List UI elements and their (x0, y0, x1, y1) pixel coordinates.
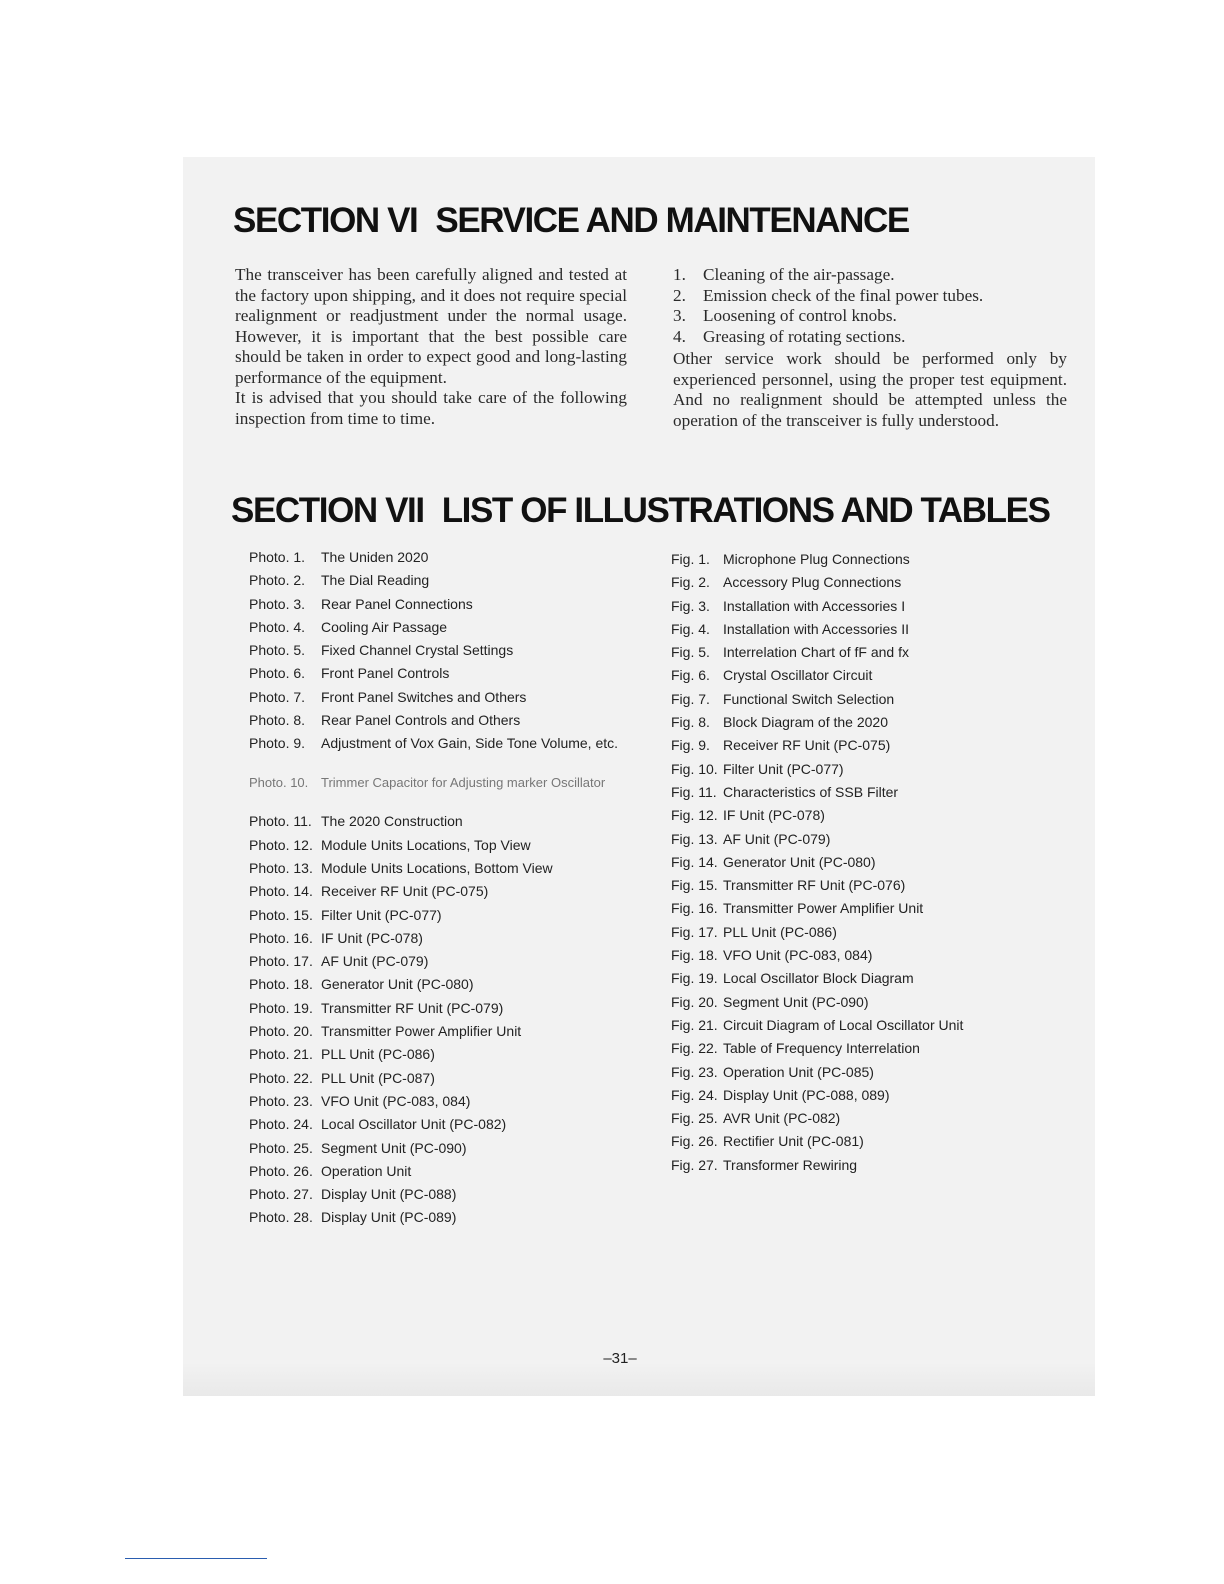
figure-entry-label: Fig. 23. (671, 1063, 718, 1080)
figure-entry (671, 924, 963, 947)
figure-entry-title: Rectifier Unit (PC-081) (723, 1133, 864, 1150)
inspection-item (673, 265, 1067, 286)
photo-entry-label: Photo. 26. (249, 1162, 313, 1179)
photo-entry (249, 953, 621, 976)
figure-entry-label: Fig. 3. (671, 597, 710, 614)
figure-entry (671, 1087, 963, 1110)
figure-entry-label: Fig. 21. (671, 1016, 718, 1033)
footnote-rule (125, 1558, 267, 1559)
figure-entry (671, 598, 963, 621)
photo-entry (249, 549, 621, 572)
photo-entry-label: Photo. 4. (249, 618, 306, 635)
figure-entry-title: Local Oscillator Block Diagram (723, 970, 914, 987)
photo-entry-title: Module Units Locations, Bottom View (321, 859, 553, 876)
figure-entry (671, 621, 963, 644)
photo-entry-label: Photo. 11. (249, 813, 312, 830)
photo-entry-label: Photo. 7. (249, 688, 306, 705)
photo-entry (249, 907, 621, 930)
photo-entry-label: Photo. 9. (249, 735, 306, 752)
photo-entry-label: Photo. 14. (249, 883, 313, 900)
intro-paragraph: It is advised that you should take care of the following inspection from time to time. (235, 388, 627, 428)
photo-entry-label: Photo. 24. (249, 1116, 313, 1133)
figure-entry (671, 900, 963, 923)
photo-entry-title: AF Unit (PC-079) (321, 953, 429, 970)
photo-entry-title: Segment Unit (PC-090) (321, 1139, 467, 1156)
photo-entry-label: Photo. 3. (249, 595, 306, 612)
figure-entry-label: Fig. 1. (671, 551, 710, 567)
photo-entry-label: Photo. 5. (249, 642, 306, 659)
photo-entry-label: Photo. 10. (249, 775, 309, 791)
photo-entry (249, 1209, 621, 1232)
photo-entry-label: Photo. 23. (249, 1092, 313, 1109)
figure-list (671, 551, 963, 1180)
inspection-number: 4. (673, 326, 686, 346)
inspection-number: 1. (673, 265, 686, 284)
photo-entry (249, 883, 621, 906)
figure-entry (671, 1064, 963, 1087)
figure-entry-label: Fig. 25. (671, 1110, 718, 1127)
section-vii-heading (231, 491, 1050, 531)
photo-entry (249, 1000, 621, 1023)
figure-entry-label: Fig. 24. (671, 1086, 718, 1103)
service-note: Other service work should be performed only by experienced personnel, using the proper test equipment. And no realignment should be attempted unless the operation of the transceiver is fully understood. (673, 349, 1067, 430)
figure-entry-label: Fig. 27. (671, 1156, 718, 1173)
section-vi-heading (233, 201, 909, 241)
figure-entry-label: Fig. 18. (671, 947, 718, 964)
photo-entry-title: Module Units Locations, Top View (321, 836, 531, 853)
figure-entry-title: Installation with Accessories I (723, 597, 906, 614)
figure-entry-label: Fig. 12. (671, 807, 718, 824)
photo-entry-title: Front Panel Controls (321, 665, 450, 682)
photo-entry (249, 665, 621, 688)
figure-entry-label: Fig. 16. (671, 900, 718, 917)
figure-entry-title: Transmitter Power Amplifier Unit (723, 900, 924, 917)
photo-entry-label: Photo. 22. (249, 1069, 313, 1086)
figure-entry-label: Fig. 9. (671, 737, 710, 754)
photo-entry-label: Photo. 25. (249, 1139, 313, 1156)
photo-entry-label: Photo. 20. (249, 1023, 313, 1040)
photo-entry-title: Transmitter RF Unit (PC-079) (321, 999, 504, 1016)
figure-entry-title: Transformer Rewiring (723, 1156, 858, 1173)
photo-entry-title: The Dial Reading (321, 572, 430, 589)
figure-entry (671, 970, 963, 993)
photo-entry-title: Generator Unit (PC-080) (321, 976, 474, 993)
photo-entry (249, 712, 621, 735)
inspection-number: 2. (673, 285, 686, 305)
figure-entry (671, 854, 963, 877)
photo-entry-title: Display Unit (PC-088) (321, 1186, 457, 1203)
photo-entry (249, 1140, 621, 1163)
photo-entry (249, 572, 621, 595)
photo-entry-label: Photo. 12. (249, 836, 313, 853)
figure-entry-label: Fig. 10. (671, 760, 718, 777)
inspection-text: Greasing of rotating sections. (703, 326, 906, 346)
figure-entry-title: Functional Switch Selection (723, 690, 895, 707)
photo-entry (249, 837, 621, 860)
photo-entry (249, 596, 621, 619)
figure-entry (671, 1157, 963, 1180)
figure-entry-title: Crystal Oscillator Circuit (723, 667, 873, 684)
figure-entry (671, 807, 963, 830)
photo-entry (249, 619, 621, 642)
figure-entry (671, 714, 963, 737)
figure-entry (671, 1133, 963, 1156)
photo-entry-label: Photo. 16. (249, 929, 313, 946)
figure-entry-title: Characteristics of SSB Filter (723, 783, 899, 800)
figure-entry (671, 737, 963, 760)
photo-entry-label: Photo. 21. (249, 1046, 313, 1063)
photo-entry-title: The 2020 Construction (321, 813, 463, 830)
photo-entry-title: Transmitter Power Amplifier Unit (321, 1023, 522, 1040)
section-vi-number: SECTION VI (233, 201, 418, 240)
photo-entry (249, 1093, 621, 1116)
photo-entry (249, 930, 621, 953)
inspection-text: Loosening of control knobs. (703, 306, 897, 325)
photo-entry-label: Photo. 13. (249, 859, 313, 876)
figure-entry (671, 1110, 963, 1133)
figure-entry (671, 551, 963, 574)
photo-entry-title: Cooling Air Passage (321, 618, 448, 635)
figure-entry (671, 574, 963, 597)
figure-entry (671, 644, 963, 667)
figure-entry-label: Fig. 2. (671, 574, 710, 591)
figure-entry (671, 831, 963, 854)
photo-entry-label: Photo. 15. (249, 906, 313, 923)
inspection-list (673, 265, 1067, 347)
photo-entry (249, 860, 621, 883)
photo-entry-title: Filter Unit (PC-077) (321, 906, 442, 923)
photo-entry-label: Photo. 2. (249, 572, 306, 589)
figure-entry-label: Fig. 8. (671, 714, 710, 731)
figure-entry-label: Fig. 11. (671, 783, 717, 800)
photo-entry (249, 1163, 621, 1186)
figure-entry (671, 691, 963, 714)
figure-entry-title: AVR Unit (PC-082) (723, 1110, 841, 1127)
figure-entry-label: Fig. 4. (671, 620, 710, 637)
photo-entry-title: VFO Unit (PC-083, 084) (321, 1092, 471, 1109)
section-vi-intro (235, 265, 627, 429)
figure-entry-title: Interrelation Chart of fF and fx (723, 644, 909, 661)
figure-entry-label: Fig. 5. (671, 644, 710, 661)
inspection-item (673, 327, 1067, 348)
photo-entry-label: Photo. 27. (249, 1186, 313, 1203)
figure-entry-title: Filter Unit (PC-077) (723, 760, 844, 777)
photo-entry-label: Photo. 6. (249, 665, 306, 682)
photo-entry-title: Fixed Channel Crystal Settings (321, 642, 514, 659)
figure-entry-title: Operation Unit (PC-085) (723, 1063, 874, 1080)
intro-paragraph: The transceiver has been carefully aligned and tested at the factory upon shipping, and it does not require special realignment or readjustment under the normal usage. However, it is important that the best possible care should be taken in order to expect good and long-lasting performance of the equipment. (235, 265, 627, 387)
photo-entry-label: Photo. 1. (249, 549, 306, 565)
photo-entry-title: Rear Panel Controls and Others (321, 712, 521, 729)
figure-entry-title: Microphone Plug Connections (723, 551, 910, 567)
figure-entry-title: Generator Unit (PC-080) (723, 853, 876, 870)
photo-entry-label: Photo. 18. (249, 976, 313, 993)
photo-entry-label: Photo. 28. (249, 1209, 313, 1226)
figure-entry-title: Circuit Diagram of Local Oscillator Unit (723, 1016, 964, 1033)
photo-entry-title: Local Oscillator Unit (PC-082) (321, 1116, 507, 1133)
figure-entry (671, 761, 963, 784)
inspection-item (673, 306, 1067, 327)
figure-entry-title: Receiver RF Unit (PC-075) (723, 737, 891, 754)
photo-entry (249, 774, 621, 813)
figure-entry (671, 877, 963, 900)
photo-entry-title: Rear Panel Connections (321, 595, 473, 612)
photo-entry (249, 642, 621, 665)
figure-entry-title: VFO Unit (PC-083, 084) (723, 947, 873, 964)
section-vii-number: SECTION VII (231, 491, 424, 530)
figure-entry-title: IF Unit (PC-078) (723, 807, 825, 824)
photo-entry-title: Display Unit (PC-089) (321, 1209, 457, 1226)
figure-entry-title: Transmitter RF Unit (PC-076) (723, 877, 906, 894)
scan-edge (183, 1362, 1095, 1396)
figure-entry-label: Fig. 22. (671, 1040, 718, 1057)
photo-entry-title: Adjustment of Vox Gain, Side Tone Volume, etc. (321, 735, 619, 752)
figure-entry-title: Segment Unit (PC-090) (723, 993, 869, 1010)
photo-entry (249, 976, 621, 999)
figure-entry-label: Fig. 15. (671, 877, 718, 894)
section-vi-inspection (673, 265, 1067, 431)
inspection-text: Emission check of the final power tubes. (703, 285, 984, 305)
photo-entry (249, 689, 621, 712)
figure-entry-label: Fig. 6. (671, 667, 710, 684)
figure-entry-title: Display Unit (PC-088, 089) (723, 1086, 890, 1103)
inspection-number: 3. (673, 306, 686, 325)
figure-entry-label: Fig. 19. (671, 970, 718, 987)
figure-entry-title: PLL Unit (PC-086) (723, 923, 837, 940)
figure-entry-label: Fig. 17. (671, 923, 718, 940)
figure-entry-title: Accessory Plug Connections (723, 574, 902, 591)
photo-list (249, 549, 621, 1233)
photo-entry-title: IF Unit (PC-078) (321, 929, 423, 946)
photo-entry-title: PLL Unit (PC-087) (321, 1069, 435, 1086)
figure-entry-title: Installation with Accessories II (723, 620, 909, 637)
photo-entry-title: Receiver RF Unit (PC-075) (321, 883, 489, 900)
figure-entry-label: Fig. 14. (671, 853, 718, 870)
inspection-item (673, 286, 1067, 307)
figure-entry (671, 994, 963, 1017)
inspection-text: Cleaning of the air-passage. (703, 265, 895, 284)
photo-entry (249, 1116, 621, 1139)
photo-entry (249, 813, 621, 836)
photo-entry (249, 735, 621, 774)
figure-entry-label: Fig. 7. (671, 690, 710, 707)
page-number: –31– (603, 1350, 637, 1367)
photo-entry-title: Operation Unit (321, 1162, 412, 1179)
photo-entry-label: Photo. 8. (249, 712, 306, 729)
figure-entry-title: Block Diagram of the 2020 (723, 714, 888, 731)
figure-entry-label: Fig. 20. (671, 993, 718, 1010)
photo-entry-title: Front Panel Switches and Others (321, 688, 527, 705)
photo-entry-title: The Uniden 2020 (321, 549, 429, 565)
figure-entry (671, 1040, 963, 1063)
figure-entry (671, 1017, 963, 1040)
photo-entry (249, 1046, 621, 1069)
figure-entry-label: Fig. 26. (671, 1133, 718, 1150)
figure-entry-title: AF Unit (PC-079) (723, 830, 831, 847)
photo-entry (249, 1023, 621, 1046)
photo-entry-title: Trimmer Capacitor for Adjusting marker Oscillator (321, 775, 606, 791)
figure-entry (671, 667, 963, 690)
photo-entry (249, 1070, 621, 1093)
section-vii-title: LIST OF ILLUSTRATIONS AND TABLES (441, 491, 1050, 530)
figure-entry (671, 784, 963, 807)
section-vi-title: SERVICE AND MAINTENANCE (435, 201, 909, 240)
figure-entry (671, 947, 963, 970)
photo-entry (249, 1186, 621, 1209)
figure-entry-title: Table of Frequency Interrelation (723, 1040, 920, 1057)
photo-entry-label: Photo. 17. (249, 953, 313, 970)
figure-entry-label: Fig. 13. (671, 830, 718, 847)
photo-entry-label: Photo. 19. (249, 999, 313, 1016)
photo-entry-title: PLL Unit (PC-086) (321, 1046, 435, 1063)
